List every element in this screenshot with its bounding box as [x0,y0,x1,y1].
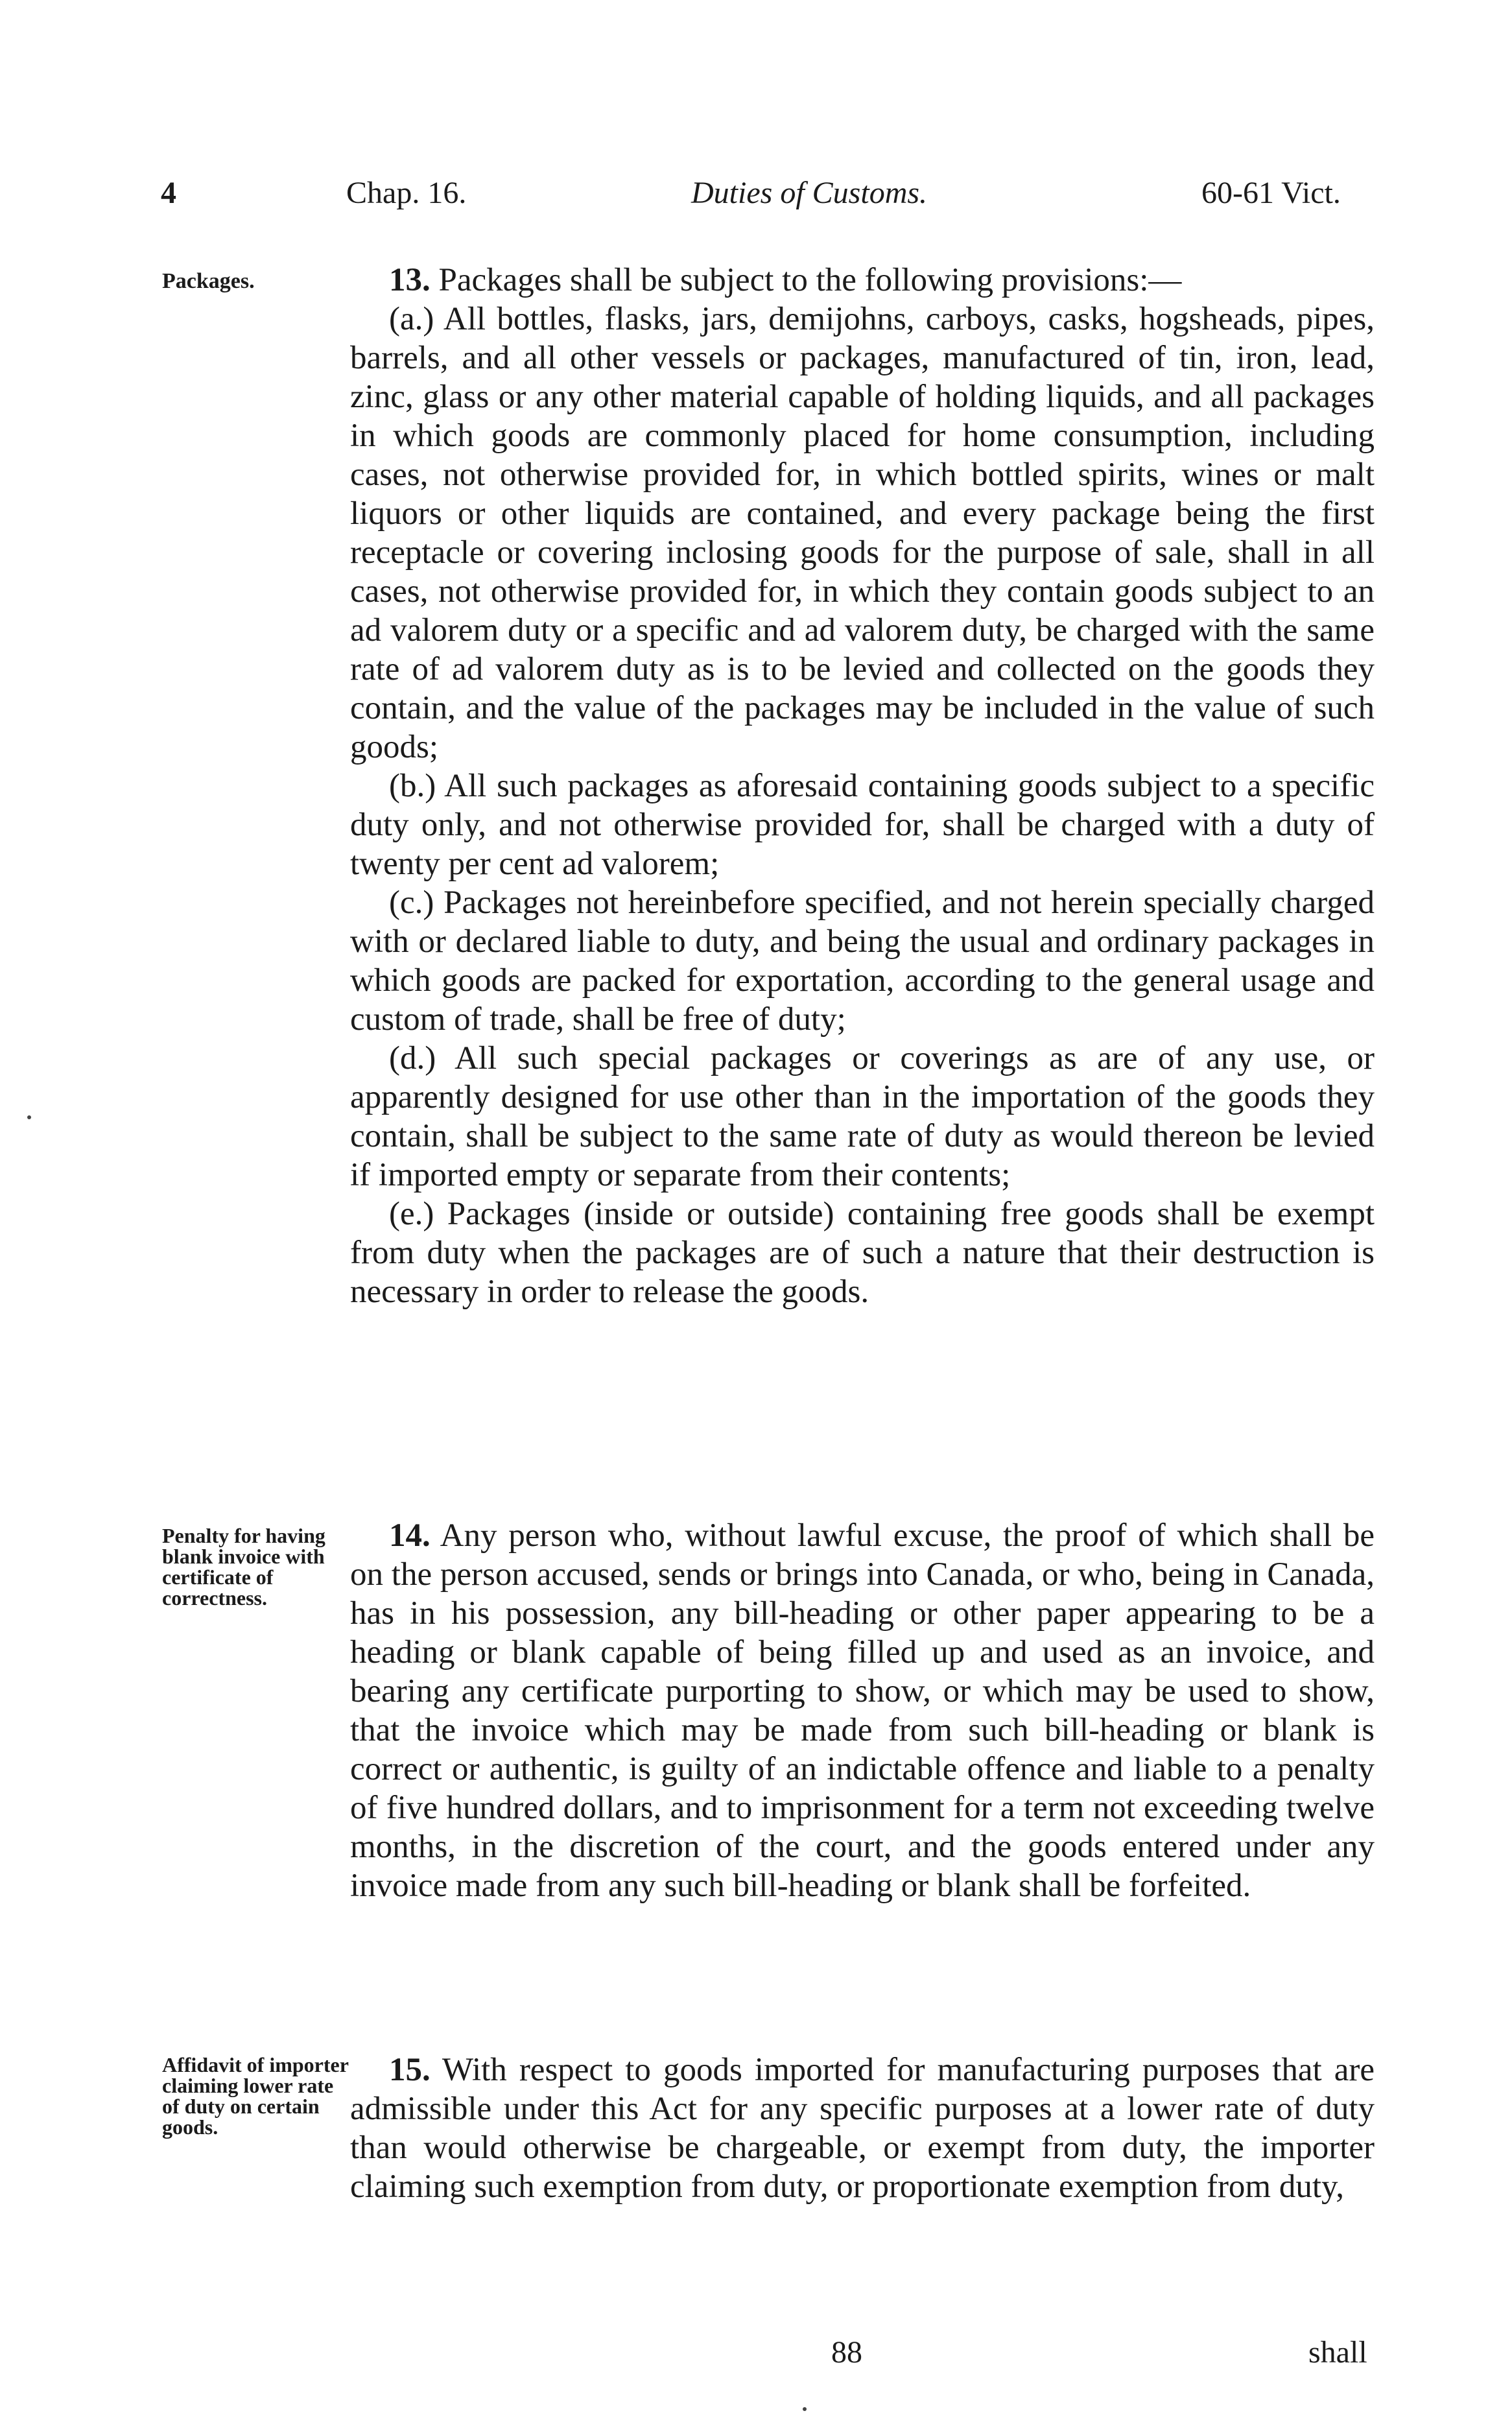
section-13-para-e: (e.) Packages (inside or outside) containing free goods shall be exempt from duty when the packages are of such a nature that their destruction is necessary in order to release the goods. [350,1196,1375,1310]
scan-speck [803,2407,807,2411]
margin-note-penalty: Penalty for having blank invoice with certificate of correctness. [162,1524,325,1610]
section-number: 15. [389,2052,431,2088]
section-13-para-c: (c.) Packages not hereinbefore specified, and not herein specially charged with or declared liable to duty, and being the usual and ordinary packages in which goods are packed for exportation, according to the general usage and custom of trade, shall be free of duty; [350,885,1375,1038]
scan-speck [27,1115,31,1119]
running-title: Duties of Customs. [691,176,928,210]
section-13-para-a: (a.) All bottles, flasks, jars, demijohns, carboys, casks, hogsheads, pipes, barrels, and all other vessels or packages, manufactured of tin, iron, lead, zinc, glass or any other material capable of holding liquids, and all packages in which goods are commonly placed for home consumption, including cases, not otherwise provided for, in which bottled spirits, wines or malt liquors or other liquids are contained, and every package being the first receptacle or covering inclosing goods for the purpose of sale, shall in all cases, not otherwise provided for, in which they contain goods subject to an ad valorem duty or a specific and ad valorem duty, be charged with the same rate of ad valorem duty as is to be levied and collected on the goods they contain, and the value of the packages may be included in the value of such goods; [350,301,1375,765]
section-14-body: Any person who, without lawful excuse, the proof of which shall be on the person accused, sends or brings into Canada, or who, being in Canada, has in his possession, any bill-heading or other paper appearing to be a heading or blank capable of being filled up and used as an invoice, and bearing any certificate purporting to show, or which may be used to show, that the invoice which may be made from such bill-heading or blank is correct or authentic, is guilty of an indictable offence and liable to a penalty of five hundred dollars, and to imprisonment for a term not exceeding twelve months, in the discretion of the court, and the goods entered under any invoice made from any such bill-heading or blank shall be forfeited. [350,1517,1375,1904]
section-15 [350,2050,1375,2206]
section-number: 14. [389,1517,431,1554]
section-13-intro-text: Packages shall be subject to the following provisions:— [438,262,1182,298]
margin-note-affidavit: Affidavit of importer claiming lower rate of duty on certain goods. [162,2053,349,2139]
section-13-para-b: (b.) All such packages as aforesaid containing goods subject to a specific duty only, and not otherwise provided for, shall be charged with a duty of twenty per cent ad valorem; [350,768,1375,882]
section-number: 13. [389,262,431,298]
regnal-year: 60-61 Vict. [1201,176,1341,210]
section-13 [350,261,1375,1311]
page-number: 4 [161,176,176,210]
section-14-text [350,1516,1375,1905]
catchword: shall [1308,2335,1367,2370]
section-13-para-d: (d.) All such special packages or coverings as are of any use, or apparently designed for use other than in the importation of the goods they contain, shall be subject to the same rate of duty as would thereon be levied if imported empty or separate from their contents; [350,1040,1375,1193]
section-15-body: With respect to goods imported for manufacturing purposes that are admissible under this Act for any specific purposes at a lower rate of duty than would otherwise be chargeable, or exempt from duty, the importer claiming such exemption from duty, or proportionate exemption from duty, [350,2052,1375,2205]
margin-note-packages: Packages. [162,269,255,293]
section-14 [350,1516,1375,1905]
sheet-number: 88 [831,2335,862,2370]
chapter-label: Chap. 16. [346,176,467,210]
section-13-intro [350,261,1375,300]
section-15-text [350,2050,1375,2206]
